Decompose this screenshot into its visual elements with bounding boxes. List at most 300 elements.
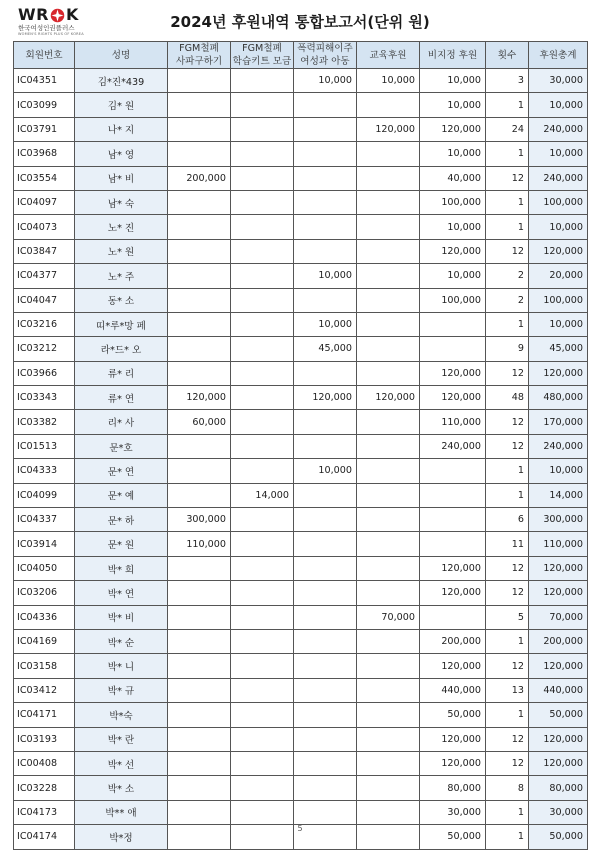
col-undesignated-cell — [420, 483, 486, 507]
col-total-cell: 45,000 — [529, 337, 588, 361]
col-name-cell: 박*숙 — [75, 703, 168, 727]
col-education-cell — [357, 654, 420, 678]
col-fgm-safa-cell — [168, 556, 231, 580]
report-title: 2024년 후원내역 통합보고서(단위 원) — [170, 13, 430, 31]
col-name-cell: 박*정 — [75, 825, 168, 849]
col-fgm-kit-cell — [231, 361, 294, 385]
col-count-cell: 1 — [486, 825, 529, 849]
col-fgm-kit-cell — [231, 69, 294, 93]
col-total-cell: 100,000 — [529, 190, 588, 214]
col-fgm-kit-header — [231, 42, 294, 69]
col-fgm-safa-cell — [168, 654, 231, 678]
col-undesignated-cell: 120,000 — [420, 361, 486, 385]
col-fgm-kit-cell — [231, 678, 294, 702]
col-fgm-safa-cell — [168, 337, 231, 361]
col-member-id-cell: IC03412 — [14, 678, 75, 702]
col-member-id-cell: IC04351 — [14, 69, 75, 93]
col-total-cell: 120,000 — [529, 654, 588, 678]
col-fgm-kit-cell: 14,000 — [231, 483, 294, 507]
header-line1: 회원번호 — [25, 49, 63, 61]
col-migrant-women-cell — [294, 727, 357, 751]
col-education-cell — [357, 483, 420, 507]
col-name-cell: 박* 순 — [75, 629, 168, 653]
header-line1: 후원총계 — [539, 49, 577, 61]
header-line1: 교육후원 — [369, 49, 407, 61]
col-undesignated-cell — [420, 337, 486, 361]
col-fgm-safa-cell — [168, 312, 231, 336]
table-row — [14, 386, 588, 410]
col-fgm-safa-cell — [168, 678, 231, 702]
col-migrant-women-cell — [294, 556, 357, 580]
col-migrant-women-cell — [294, 142, 357, 166]
col-total-cell: 10,000 — [529, 459, 588, 483]
col-fgm-kit-cell — [231, 190, 294, 214]
col-fgm-kit-cell — [231, 508, 294, 532]
col-member-id-header — [14, 42, 75, 69]
col-migrant-women-cell — [294, 703, 357, 727]
col-education-cell — [357, 508, 420, 532]
col-fgm-safa-cell — [168, 800, 231, 824]
col-fgm-kit-cell — [231, 727, 294, 751]
col-total-cell: 110,000 — [529, 532, 588, 556]
table-row — [14, 142, 588, 166]
donation-table — [13, 41, 588, 850]
col-name-cell: 문* 연 — [75, 459, 168, 483]
col-member-id-cell: IC04047 — [14, 288, 75, 312]
col-education-cell — [357, 93, 420, 117]
col-fgm-kit-cell — [231, 776, 294, 800]
col-name-cell: 문* 예 — [75, 483, 168, 507]
col-migrant-women-cell — [294, 776, 357, 800]
col-undesignated-cell: 120,000 — [420, 239, 486, 263]
col-migrant-women-cell: 120,000 — [294, 386, 357, 410]
col-fgm-kit-cell — [231, 312, 294, 336]
col-migrant-women-cell — [294, 166, 357, 190]
table-row — [14, 605, 588, 629]
col-total-cell: 120,000 — [529, 556, 588, 580]
col-total-cell: 300,000 — [529, 508, 588, 532]
col-member-id-cell: IC03158 — [14, 654, 75, 678]
col-migrant-women-header — [294, 42, 357, 69]
col-fgm-safa-cell — [168, 264, 231, 288]
col-undesignated-cell — [420, 459, 486, 483]
col-count-cell: 1 — [486, 459, 529, 483]
col-count-cell: 12 — [486, 434, 529, 458]
col-fgm-kit-cell — [231, 581, 294, 605]
table-row — [14, 69, 588, 93]
table-row — [14, 678, 588, 702]
col-name-cell: 나* 지 — [75, 117, 168, 141]
col-member-id-cell: IC03193 — [14, 727, 75, 751]
col-education-cell: 70,000 — [357, 605, 420, 629]
col-name-cell: 남* 영 — [75, 142, 168, 166]
col-count-cell: 3 — [486, 69, 529, 93]
col-education-cell — [357, 751, 420, 775]
col-undesignated-cell — [420, 605, 486, 629]
table-row — [14, 727, 588, 751]
col-migrant-women-cell — [294, 629, 357, 653]
col-education-cell — [357, 410, 420, 434]
col-education-cell — [357, 776, 420, 800]
col-member-id-cell: IC03554 — [14, 166, 75, 190]
col-undesignated-cell: 100,000 — [420, 288, 486, 312]
col-undesignated-cell: 120,000 — [420, 556, 486, 580]
table-row — [14, 337, 588, 361]
col-member-id-cell: IC03343 — [14, 386, 75, 410]
header-line1: 폭력피해이주 — [297, 43, 353, 54]
col-count-cell: 11 — [486, 532, 529, 556]
col-fgm-kit-cell — [231, 800, 294, 824]
col-fgm-safa-cell: 120,000 — [168, 386, 231, 410]
col-education-cell — [357, 629, 420, 653]
col-name-cell: 동* 소 — [75, 288, 168, 312]
col-total-cell: 80,000 — [529, 776, 588, 800]
col-total-cell: 14,000 — [529, 483, 588, 507]
col-member-id-cell: IC04050 — [14, 556, 75, 580]
col-migrant-women-cell — [294, 190, 357, 214]
table-row — [14, 239, 588, 263]
col-undesignated-cell: 120,000 — [420, 581, 486, 605]
col-migrant-women-cell — [294, 581, 357, 605]
table-row — [14, 312, 588, 336]
logo-subtitle: 한국여성인권플러스 — [18, 24, 75, 32]
table-row — [14, 434, 588, 458]
col-fgm-safa-cell — [168, 239, 231, 263]
col-undesignated-cell: 10,000 — [420, 215, 486, 239]
col-education-cell — [357, 312, 420, 336]
col-member-id-cell: IC04174 — [14, 825, 75, 849]
header-line2: 학습키트 모금 — [232, 56, 292, 67]
col-undesignated-cell — [420, 508, 486, 532]
col-migrant-women-cell — [294, 215, 357, 239]
col-member-id-cell: IC04333 — [14, 459, 75, 483]
col-count-cell: 1 — [486, 215, 529, 239]
logo-text-left: WR — [18, 5, 49, 24]
col-fgm-safa-cell — [168, 605, 231, 629]
logo-text-right: K — [65, 5, 79, 24]
col-undesignated-cell: 440,000 — [420, 678, 486, 702]
col-member-id-cell: IC03099 — [14, 93, 75, 117]
col-name-cell: 박* 연 — [75, 581, 168, 605]
col-fgm-kit-cell — [231, 264, 294, 288]
col-fgm-kit-cell — [231, 654, 294, 678]
col-fgm-safa-cell — [168, 142, 231, 166]
col-undesignated-cell: 120,000 — [420, 386, 486, 410]
col-education-cell — [357, 288, 420, 312]
col-education-cell — [357, 703, 420, 727]
col-migrant-women-cell — [294, 751, 357, 775]
col-total-cell: 50,000 — [529, 703, 588, 727]
col-fgm-kit-cell — [231, 703, 294, 727]
table-row — [14, 654, 588, 678]
table-row — [14, 361, 588, 385]
col-total-header — [529, 42, 588, 69]
col-name-cell: 박** 애 — [75, 800, 168, 824]
col-undesignated-cell: 100,000 — [420, 190, 486, 214]
col-migrant-women-cell — [294, 678, 357, 702]
col-fgm-kit-cell — [231, 459, 294, 483]
col-member-id-cell: IC03847 — [14, 239, 75, 263]
col-education-cell — [357, 239, 420, 263]
col-count-cell: 1 — [486, 483, 529, 507]
table-row — [14, 166, 588, 190]
col-fgm-kit-cell — [231, 410, 294, 434]
col-member-id-cell: IC03228 — [14, 776, 75, 800]
col-count-cell: 5 — [486, 605, 529, 629]
col-migrant-women-cell — [294, 434, 357, 458]
page-number: 5 — [297, 824, 303, 833]
col-name-cell: 라*드* 오 — [75, 337, 168, 361]
header-line1: 성명 — [111, 49, 131, 61]
table-row — [14, 751, 588, 775]
col-total-cell: 240,000 — [529, 117, 588, 141]
col-fgm-kit-cell — [231, 629, 294, 653]
col-total-cell: 70,000 — [529, 605, 588, 629]
col-count-cell: 48 — [486, 386, 529, 410]
col-undesignated-cell: 200,000 — [420, 629, 486, 653]
table-row — [14, 556, 588, 580]
col-member-id-cell: IC03914 — [14, 532, 75, 556]
header-line1: FGM철폐 — [242, 43, 282, 54]
col-migrant-women-cell — [294, 605, 357, 629]
col-education-cell — [357, 337, 420, 361]
col-member-id-cell: IC04169 — [14, 629, 75, 653]
col-migrant-women-cell — [294, 288, 357, 312]
col-fgm-safa-cell — [168, 93, 231, 117]
col-name-cell: 박* 희 — [75, 556, 168, 580]
col-fgm-safa-cell — [168, 69, 231, 93]
col-count-cell: 8 — [486, 776, 529, 800]
col-name-cell: 박* 란 — [75, 727, 168, 751]
col-count-cell: 2 — [486, 288, 529, 312]
col-count-cell: 9 — [486, 337, 529, 361]
col-undesignated-cell: 80,000 — [420, 776, 486, 800]
col-migrant-women-cell — [294, 410, 357, 434]
table-row — [14, 776, 588, 800]
col-fgm-safa-cell — [168, 117, 231, 141]
col-count-cell: 12 — [486, 581, 529, 605]
col-fgm-safa-cell — [168, 288, 231, 312]
col-name-cell: 김*진*439 — [75, 69, 168, 93]
col-count-cell: 1 — [486, 142, 529, 166]
table-row — [14, 629, 588, 653]
col-undesignated-cell: 240,000 — [420, 434, 486, 458]
col-name-cell: 남* 숙 — [75, 190, 168, 214]
header-line1: 비지정 후원 — [427, 49, 478, 61]
col-count-cell: 1 — [486, 629, 529, 653]
col-fgm-safa-cell — [168, 190, 231, 214]
col-count-cell: 1 — [486, 312, 529, 336]
col-undesignated-cell: 50,000 — [420, 825, 486, 849]
col-member-id-cell: IC01513 — [14, 434, 75, 458]
col-fgm-kit-cell — [231, 117, 294, 141]
col-name-cell: 남* 비 — [75, 166, 168, 190]
col-education-cell — [357, 142, 420, 166]
col-member-id-cell: IC04173 — [14, 800, 75, 824]
col-undesignated-cell: 40,000 — [420, 166, 486, 190]
col-education-cell — [357, 581, 420, 605]
col-member-id-cell: IC04336 — [14, 605, 75, 629]
col-total-cell: 120,000 — [529, 751, 588, 775]
col-migrant-women-cell — [294, 361, 357, 385]
logo-tagline: WOMEN'S RIGHTS PLUS OF KOREA — [18, 32, 84, 36]
col-fgm-kit-cell — [231, 93, 294, 117]
col-migrant-women-cell: 10,000 — [294, 459, 357, 483]
col-fgm-kit-cell — [231, 532, 294, 556]
col-fgm-safa-cell — [168, 361, 231, 385]
col-fgm-safa-cell: 110,000 — [168, 532, 231, 556]
col-fgm-kit-cell — [231, 239, 294, 263]
col-education-cell — [357, 678, 420, 702]
col-name-cell: 류* 연 — [75, 386, 168, 410]
col-undesignated-cell: 10,000 — [420, 264, 486, 288]
col-undesignated-cell: 120,000 — [420, 654, 486, 678]
col-name-cell: 김* 원 — [75, 93, 168, 117]
table-body — [14, 69, 588, 850]
col-member-id-cell: IC03791 — [14, 117, 75, 141]
col-undesignated-cell: 10,000 — [420, 69, 486, 93]
col-fgm-safa-cell — [168, 215, 231, 239]
table-row — [14, 215, 588, 239]
col-education-cell: 10,000 — [357, 69, 420, 93]
col-undesignated-cell: 120,000 — [420, 751, 486, 775]
col-migrant-women-cell: 10,000 — [294, 312, 357, 336]
col-name-cell: 박* 니 — [75, 654, 168, 678]
col-education-cell — [357, 556, 420, 580]
col-member-id-cell: IC04171 — [14, 703, 75, 727]
col-education-cell — [357, 215, 420, 239]
col-education-cell — [357, 434, 420, 458]
col-fgm-safa-cell — [168, 581, 231, 605]
table-row — [14, 410, 588, 434]
table-row — [14, 190, 588, 214]
col-education-cell — [357, 264, 420, 288]
col-undesignated-header — [420, 42, 486, 69]
col-count-cell: 1 — [486, 93, 529, 117]
col-name-cell: 박* 선 — [75, 751, 168, 775]
col-total-cell: 10,000 — [529, 93, 588, 117]
col-total-cell: 440,000 — [529, 678, 588, 702]
col-education-cell: 120,000 — [357, 386, 420, 410]
col-count-cell: 12 — [486, 727, 529, 751]
col-name-cell: 띠*루*망 페 — [75, 312, 168, 336]
col-education-cell: 120,000 — [357, 117, 420, 141]
col-total-cell: 240,000 — [529, 166, 588, 190]
col-fgm-safa-cell — [168, 434, 231, 458]
col-total-cell: 170,000 — [529, 410, 588, 434]
table-row — [14, 264, 588, 288]
table-row — [14, 703, 588, 727]
col-fgm-kit-cell — [231, 605, 294, 629]
col-total-cell: 120,000 — [529, 727, 588, 751]
header-line1: 횟수 — [497, 49, 517, 61]
col-fgm-kit-cell — [231, 166, 294, 190]
col-count-cell: 12 — [486, 239, 529, 263]
col-fgm-kit-cell — [231, 215, 294, 239]
col-count-cell: 2 — [486, 264, 529, 288]
col-fgm-kit-cell — [231, 751, 294, 775]
col-count-cell: 1 — [486, 800, 529, 824]
col-total-cell: 100,000 — [529, 288, 588, 312]
col-education-cell — [357, 361, 420, 385]
table-header-row — [14, 42, 588, 69]
col-fgm-safa-cell: 200,000 — [168, 166, 231, 190]
col-fgm-kit-cell — [231, 142, 294, 166]
col-member-id-cell: IC04073 — [14, 215, 75, 239]
table-row — [14, 483, 588, 507]
table-row — [14, 532, 588, 556]
col-education-cell — [357, 190, 420, 214]
col-count-cell: 12 — [486, 556, 529, 580]
col-total-cell: 120,000 — [529, 239, 588, 263]
col-member-id-cell: IC00408 — [14, 751, 75, 775]
col-name-cell: 문* 원 — [75, 532, 168, 556]
col-migrant-women-cell: 45,000 — [294, 337, 357, 361]
col-name-cell: 박* 비 — [75, 605, 168, 629]
col-count-cell: 12 — [486, 654, 529, 678]
col-education-cell — [357, 459, 420, 483]
col-name-header — [75, 42, 168, 69]
col-name-cell: 류* 리 — [75, 361, 168, 385]
col-fgm-kit-cell — [231, 434, 294, 458]
col-count-cell: 13 — [486, 678, 529, 702]
col-total-cell: 240,000 — [529, 434, 588, 458]
col-migrant-women-cell — [294, 508, 357, 532]
col-count-cell: 12 — [486, 410, 529, 434]
col-fgm-safa-cell — [168, 459, 231, 483]
col-education-header — [357, 42, 420, 69]
col-member-id-cell: IC03216 — [14, 312, 75, 336]
col-count-header — [486, 42, 529, 69]
col-migrant-women-cell — [294, 800, 357, 824]
col-undesignated-cell: 120,000 — [420, 117, 486, 141]
col-undesignated-cell: 120,000 — [420, 727, 486, 751]
col-name-cell: 문*호 — [75, 434, 168, 458]
col-name-cell: 박* 규 — [75, 678, 168, 702]
col-migrant-women-cell — [294, 654, 357, 678]
col-fgm-kit-cell — [231, 386, 294, 410]
col-migrant-women-cell: 10,000 — [294, 264, 357, 288]
col-member-id-cell: IC03206 — [14, 581, 75, 605]
col-fgm-safa-cell — [168, 703, 231, 727]
col-undesignated-cell: 10,000 — [420, 93, 486, 117]
col-total-cell: 20,000 — [529, 264, 588, 288]
col-migrant-women-cell — [294, 239, 357, 263]
col-member-id-cell: IC04099 — [14, 483, 75, 507]
table-row — [14, 800, 588, 824]
col-fgm-kit-cell — [231, 337, 294, 361]
col-total-cell: 120,000 — [529, 581, 588, 605]
col-undesignated-cell — [420, 532, 486, 556]
col-migrant-women-cell — [294, 532, 357, 556]
col-fgm-safa-cell — [168, 629, 231, 653]
table-row — [14, 581, 588, 605]
col-name-cell: 문* 하 — [75, 508, 168, 532]
col-total-cell: 200,000 — [529, 629, 588, 653]
col-migrant-women-cell — [294, 117, 357, 141]
col-member-id-cell: IC04337 — [14, 508, 75, 532]
col-name-cell: 노* 진 — [75, 215, 168, 239]
col-education-cell — [357, 532, 420, 556]
col-undesignated-cell — [420, 312, 486, 336]
col-count-cell: 1 — [486, 190, 529, 214]
col-education-cell — [357, 800, 420, 824]
col-fgm-safa-cell — [168, 776, 231, 800]
col-migrant-women-cell: 10,000 — [294, 69, 357, 93]
col-count-cell: 12 — [486, 166, 529, 190]
col-undesignated-cell: 110,000 — [420, 410, 486, 434]
col-total-cell: 30,000 — [529, 69, 588, 93]
